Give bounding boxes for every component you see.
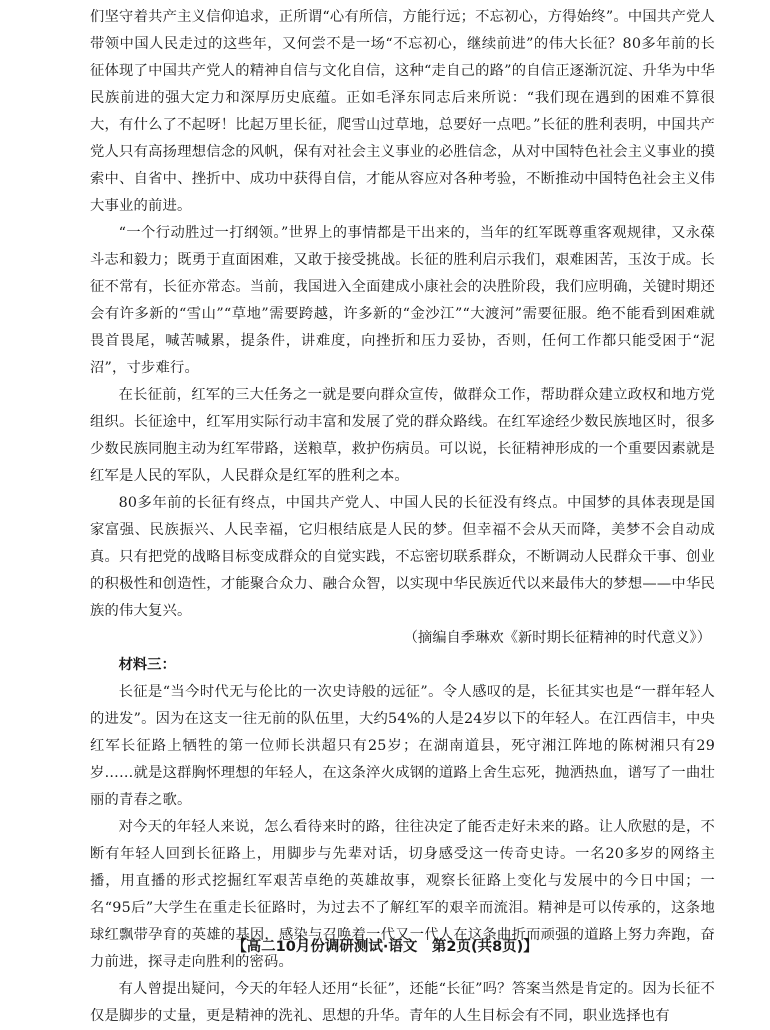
paragraph-continuation: 们坚守着共产主义信仰追求，正所谓“心有所信，方能行远；不忘初心，方得始终”。中国共产党人带领中国人民走过的这些年，又何尝不是一场“不忘初心，继续前进”的伟大长征？80多年前的长征体现了中国共产党人的精神自信与文化自信，这种“走自己的路”的自信正逐渐沉淀、升华为中华民族前进的强大定力和深厚历史底蕴。正如毛泽东同志后来所说：“我们现在遇到的困难不算很大，有什么了不起呀！比起万里长征，爬雪山过草地，总要好一点吧。”长征的胜利表明，中国共产党人只有高扬理想信念的风帆，保有对社会主义事业的必胜信念，从对中国特色社会主义事业的摸索中、自省中、挫折中、成功中获得自信，才能从容应对各种考验，不断推动中国特色社会主义伟大事业的前进。 xyxy=(90,9,715,214)
paragraph-chinese-dream: 80多年前的长征有终点，中国共产党人、中国人民的长征没有终点。中国梦的具体表现是国家富强、民族振兴、人民幸福，它归根结底是人民的梦。但幸福不会从天而降，美梦不会自动成真。只有把党的战略目标变成群众的自觉实践，不忘密切联系群众，不断调动人民群众干事、创业的积极性和创造性，才能聚合众力、融合众智，以实现中华民族近代以来最伟大的梦想——中华民族的伟大复兴。 xyxy=(90,495,715,619)
article-body xyxy=(90,4,715,1030)
page-footer: 【高二10月份调研测试·语文 第2页(共8页)】 xyxy=(232,939,538,955)
paragraph-mass-line: 在长征前，红军的三大任务之一就是要向群众宣传，做群众工作，帮助群众建立政权和地方党组织。长征途中，红军用实际行动丰富和发展了党的群众路线。在红军途经少数民族地区时，很多少数民族同胞主动为红军带路，送粮草，救护伤病员。可以说，长征精神形成的一个重要因素就是红军是人民的军队，人民群众是红军的胜利之本。 xyxy=(90,387,715,484)
paragraph-question: 有人曾提出疑问，今天的年轻人还用“长征”，还能“长征”吗？答案当然是肯定的。因为长征不仅是脚步的丈量，更是精神的洗礼、思想的升华。青年的人生目标会有不同，职业选择也有 xyxy=(90,981,715,1024)
paragraph-action-theme: “一个行动胜过一打纲领。”世界上的事情都是干出来的，当年的红军既尊重客观规律，又永葆斗志和毅力；既勇于直面困难，又敢于接受挑战。长征的胜利启示我们，艰难困苦，玉汝于成。长征不常有，长征亦常态。当前，我国进入全面建成小康社会的决胜阶段，我们应明确，关键时期还会有许多新的“雪山”“草地”需要跨越，许多新的“金沙江”“大渡河”需要征服。绝不能看到困难就畏首畏尾，喊苦喊累，提条件，讲难度，向挫折和压力妥协，否则，任何工作都只能受困于“泥沼”，寸步难行。 xyxy=(90,225,715,376)
source-citation: （摘编自季琳欢《新时期长征精神的时代意义》） xyxy=(403,630,711,646)
paragraph-young-people: 长征是“当今时代无与伦比的一次史诗般的远征”。令人感叹的是，长征其实也是“一群年轻人的进发”。因为在这支一往无前的队伍里，大约54%的人是24岁以下的年轻人。在江西信丰，中央红军长征路上牺牲的第一位师长洪超只有25岁；在湖南道县，死守湘江阵地的陈树湘只有29岁……就是这群胸怀理想的年轻人，在这条淬火成钢的道路上舍生忘死，抛洒热血，谱写了一曲壮丽的青春之歌。 xyxy=(90,684,715,808)
paragraph-today-youth: 对今天的年轻人来说，怎么看待来时的路，往往决定了能否走好未来的路。让人欣慰的是，不断有年轻人回到长征路上，用脚步与先辈对话，切身感受这一传奇史诗。一名20多岁的网络主播，用直播的形式挖掘红军艰苦卓绝的英雄故事，观察长征路上变化与发展中的今日中国；一名“95后”大学生在重走长征路时，为过去不了解红军的艰辛而流泪。精神是可以传承的，这条地球红飘带孕育的英雄的基因，感染与召唤着一代又一代人在这条曲折而顽强的道路上努力奔跑，奋力前进，探寻走向胜利的密码。 xyxy=(90,819,715,970)
material-three-heading: 材料三： xyxy=(118,657,176,673)
